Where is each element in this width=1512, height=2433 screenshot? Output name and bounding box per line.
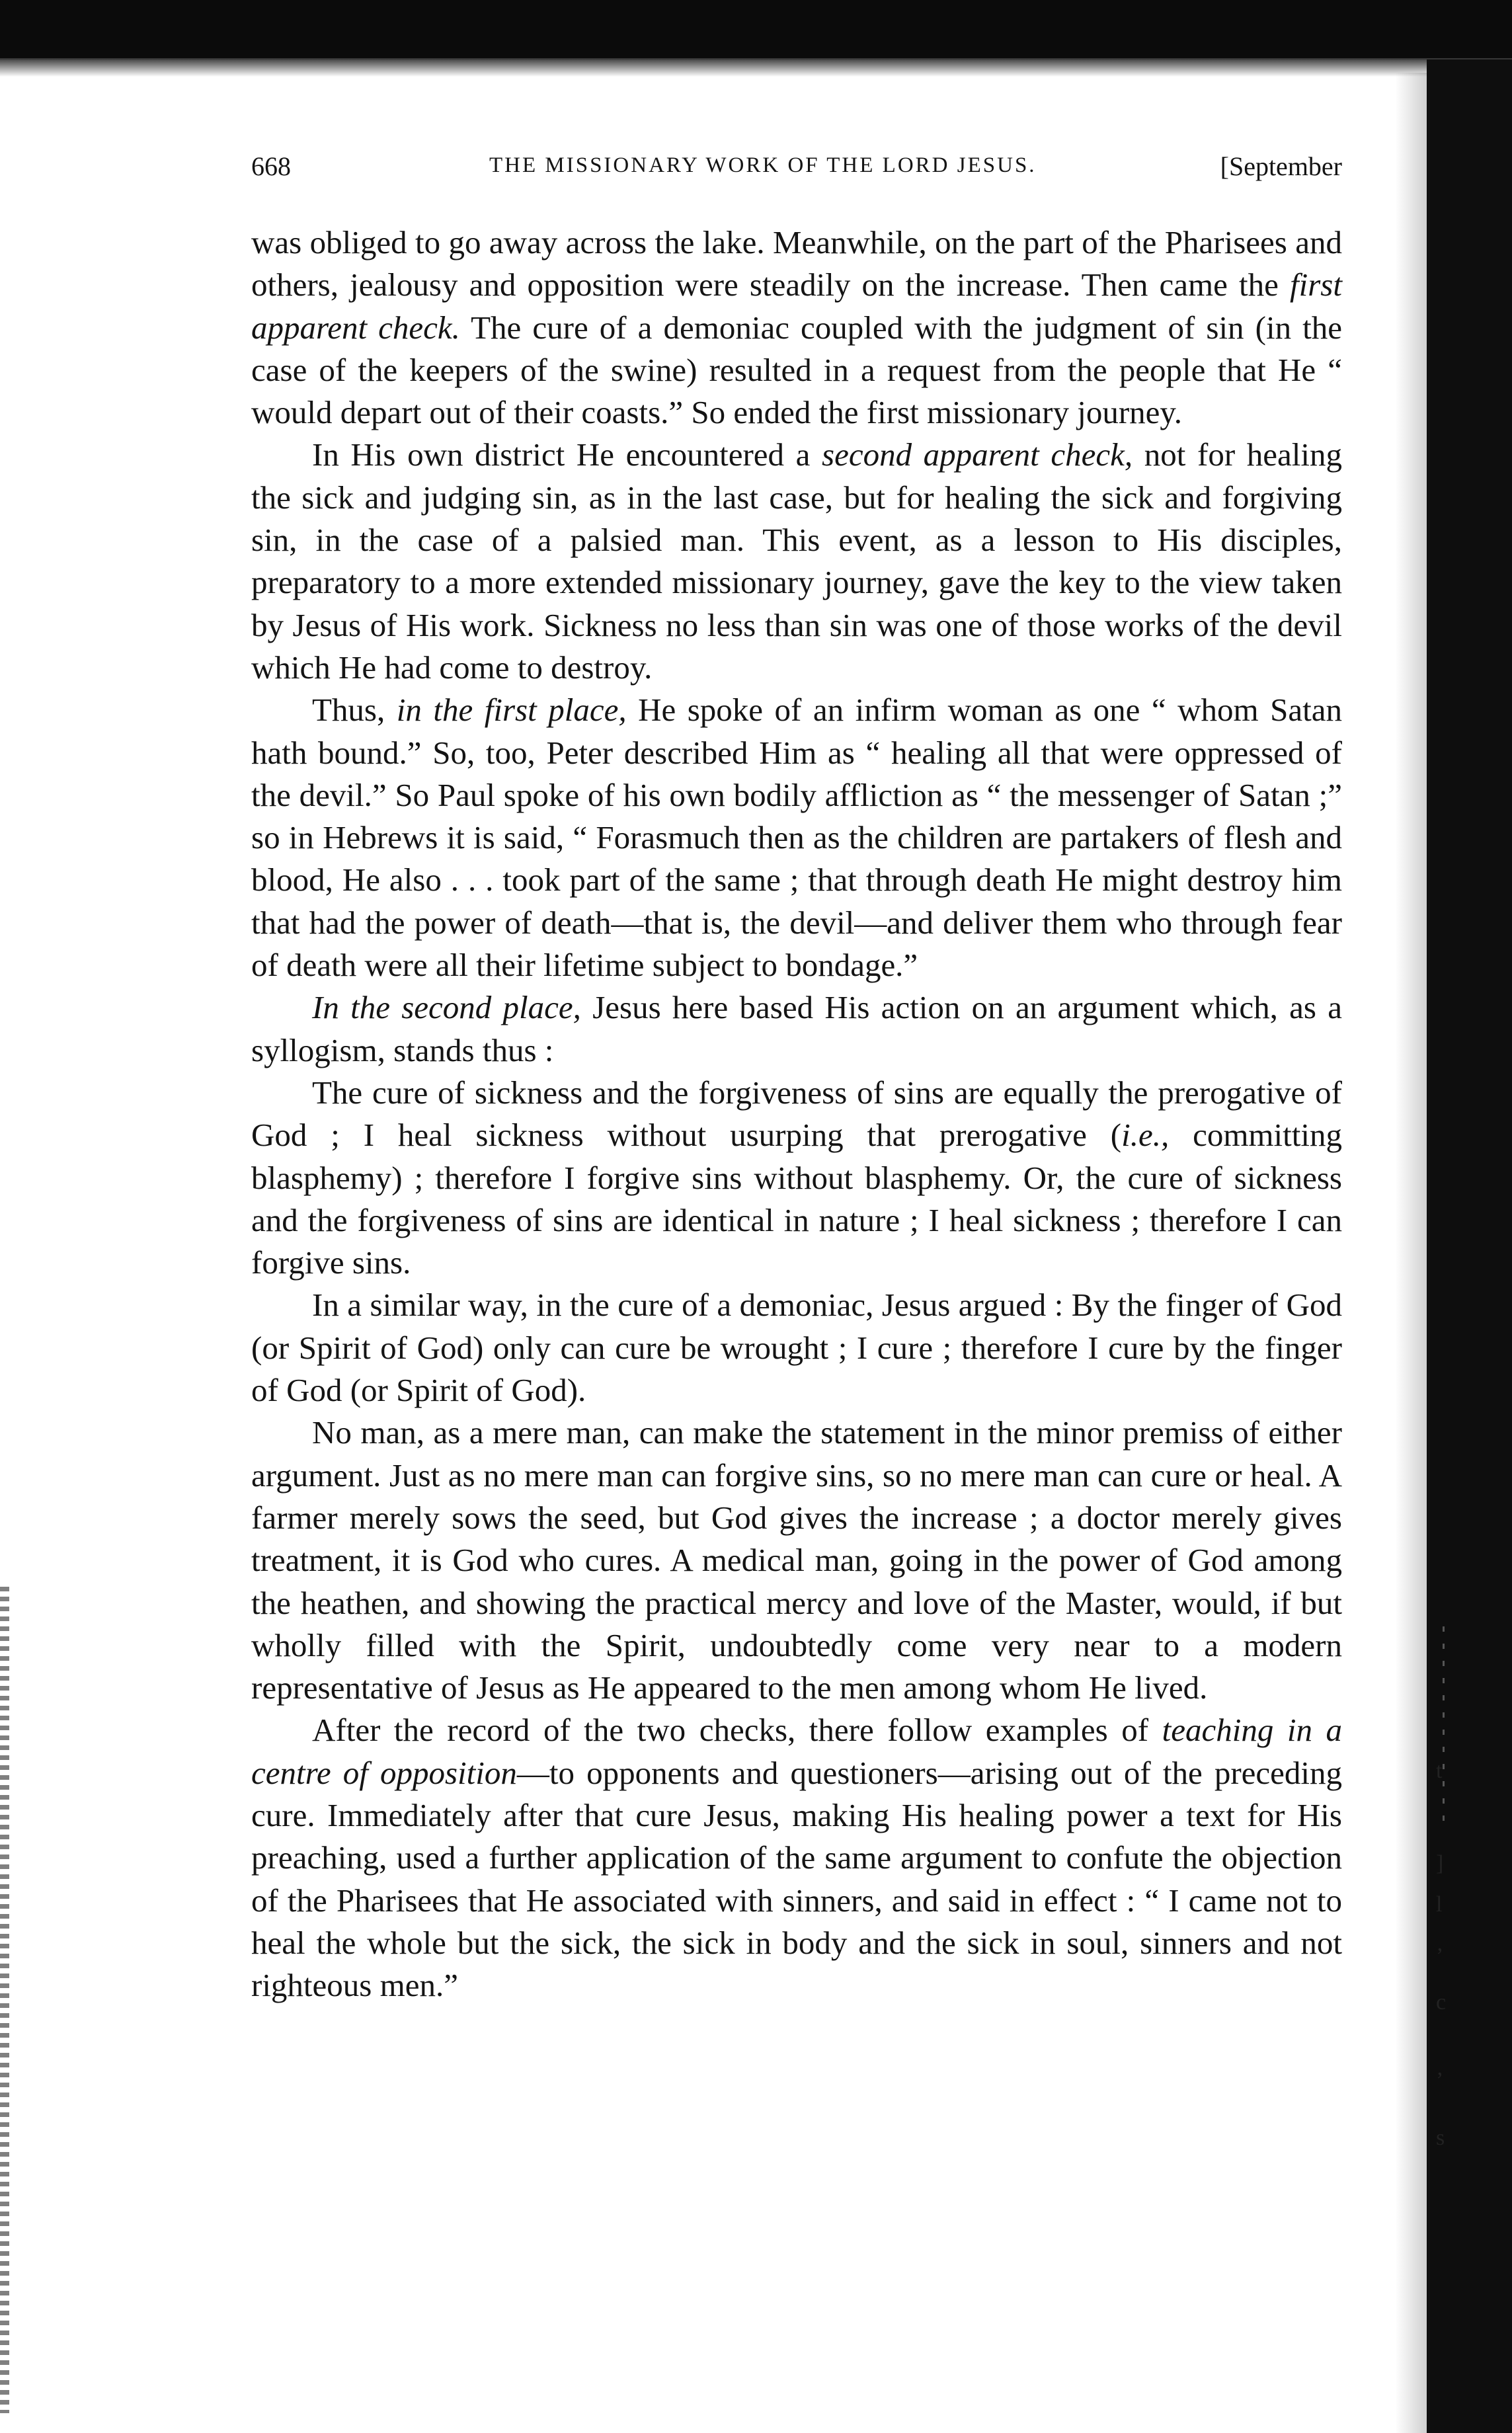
page-number: 668 [251,151,291,181]
paragraph [251,434,1342,689]
italic-run: in the first place, [396,692,627,729]
margin-character: l [1436,1892,1443,1917]
text-run: —to opponents and questioners—arising out of the preceding cure. Immediately after that cure Jesus, making His healing power a text for His preaching, used a further application of the same argument to confute the objection of the Pharisees that He associated with sinners, and said in effect : “ I came not to heal the whole but the sick, the sick in body and the sick in soul, sinners and not righteous men.” [251,1754,1342,2004]
text-run: Thus, [312,692,397,729]
italic-run: second apparent check, [822,436,1133,473]
margin-character: ’ [1436,1944,1444,1968]
text-run: In His own district He encountered a [312,436,822,473]
paragraph [251,1072,1342,1284]
paragraph [251,221,1342,434]
text-run: Jesus here based His action on an argument which, as a syllogism, stands thus : [251,989,1342,1068]
text-run: He spoke of an infirm woman as one “ whom Satan hath bound.” So, too, Peter described Him as “ healing all that were oppressed of the devil.” So Paul spoke of his own bodily affliction as “ the messenger of Satan ;” so in Hebrews it is said, “ Forasmuch then as the children are partakers of flesh and blood, He also . . . took part of the same ; that through death He might destroy him that had the power of death—that is, the devil—and deliver them who through fear of death were all their lifetime subject to bondage.” [251,692,1342,984]
margin-character: ] [1436,1851,1444,1876]
right-margin-dots [1443,1626,1445,1825]
running-month: [September [1220,151,1342,181]
text-run: not for healing the sick and judging sin, as in the last case, but for healing the sick and forgiving sin, in the case of a palsied man. This event, as a lesson to His disciples, preparatory to a more extended missionary journey, gave the key to the view taken by Jesus of His work. Sickness no less than sin was one of those works of the devil which He had come to destroy. [251,436,1342,686]
running-title: THE MISSIONARY WORK OF THE LORD JESUS. [489,153,1037,177]
italic-run: i.e., [1121,1117,1170,1154]
italic-run: teaching in a centre of opposition [251,1712,1342,1791]
text-run: was obliged to go away across the lake. Meanwhile, on the part of the Pharisees and others, jealousy and opposition were steadily on the increase. Then came the [251,224,1342,303]
scan-top-border [0,0,1512,60]
margin-character: t [1436,1759,1443,1783]
running-head [251,151,1342,190]
paragraph [251,1284,1342,1412]
left-edge-bleed [0,1587,9,2413]
italic-run: In the second place, [312,989,581,1026]
margin-character: s [1436,2126,1445,2150]
paragraph [251,689,1342,986]
body-text [251,221,1342,2007]
text-run: The cure of sickness and the forgiveness of sins are equally the prerogative of God ; I heal sickness without usurping that prerogative ( [251,1074,1342,1154]
paragraph [251,986,1342,1072]
margin-character: ’ [1436,2068,1444,2093]
paragraph [251,1412,1342,1709]
paragraph [251,1709,1342,2007]
text-run: The cure of a demoniac coupled with the judgment of sin (in the case of the keepers of the swine) resulted in a request from the people that He “ would depart out of their coasts.” So ended the first missionary journey. [251,309,1342,431]
margin-character: c [1436,1990,1447,2014]
scan-top-shadow [0,58,1512,77]
text-run: In a similar way, in the cure of a demoniac, Jesus argued : By the finger of God (or Spirit of God) only can cure be wrought ; I cure ; therefore I cure by the finger of God (or Spirit of God). [251,1287,1342,1409]
italic-run: first apparent check. [251,266,1342,346]
text-run: No man, as a mere man, can make the statement in the minor premiss of either argument. Just as no mere man can forgive sins, so no mere man can cure or heal. A farmer merely sows the seed, but God gives the increase ; a doctor merely gives treatment, it is God who cures. A medical man, going in the power of God among the heathen, and showing the practical mercy and love of the Master, would, if but wholly filled with the Spirit, undoubtedly come very near to a modern representative of Jesus as He appeared to the men among whom He lived. [251,1414,1342,1706]
text-run: committing blasphemy) ; therefore I forgive sins without blasphemy. Or, the cure of sickness and the forgiveness of sins are identical in nature ; I heal sickness ; therefore I can forgive sins. [251,1117,1343,1281]
gutter-shadow [1395,73,1427,2433]
text-run: After the record of the two checks, there follow examples of [312,1712,1162,1749]
